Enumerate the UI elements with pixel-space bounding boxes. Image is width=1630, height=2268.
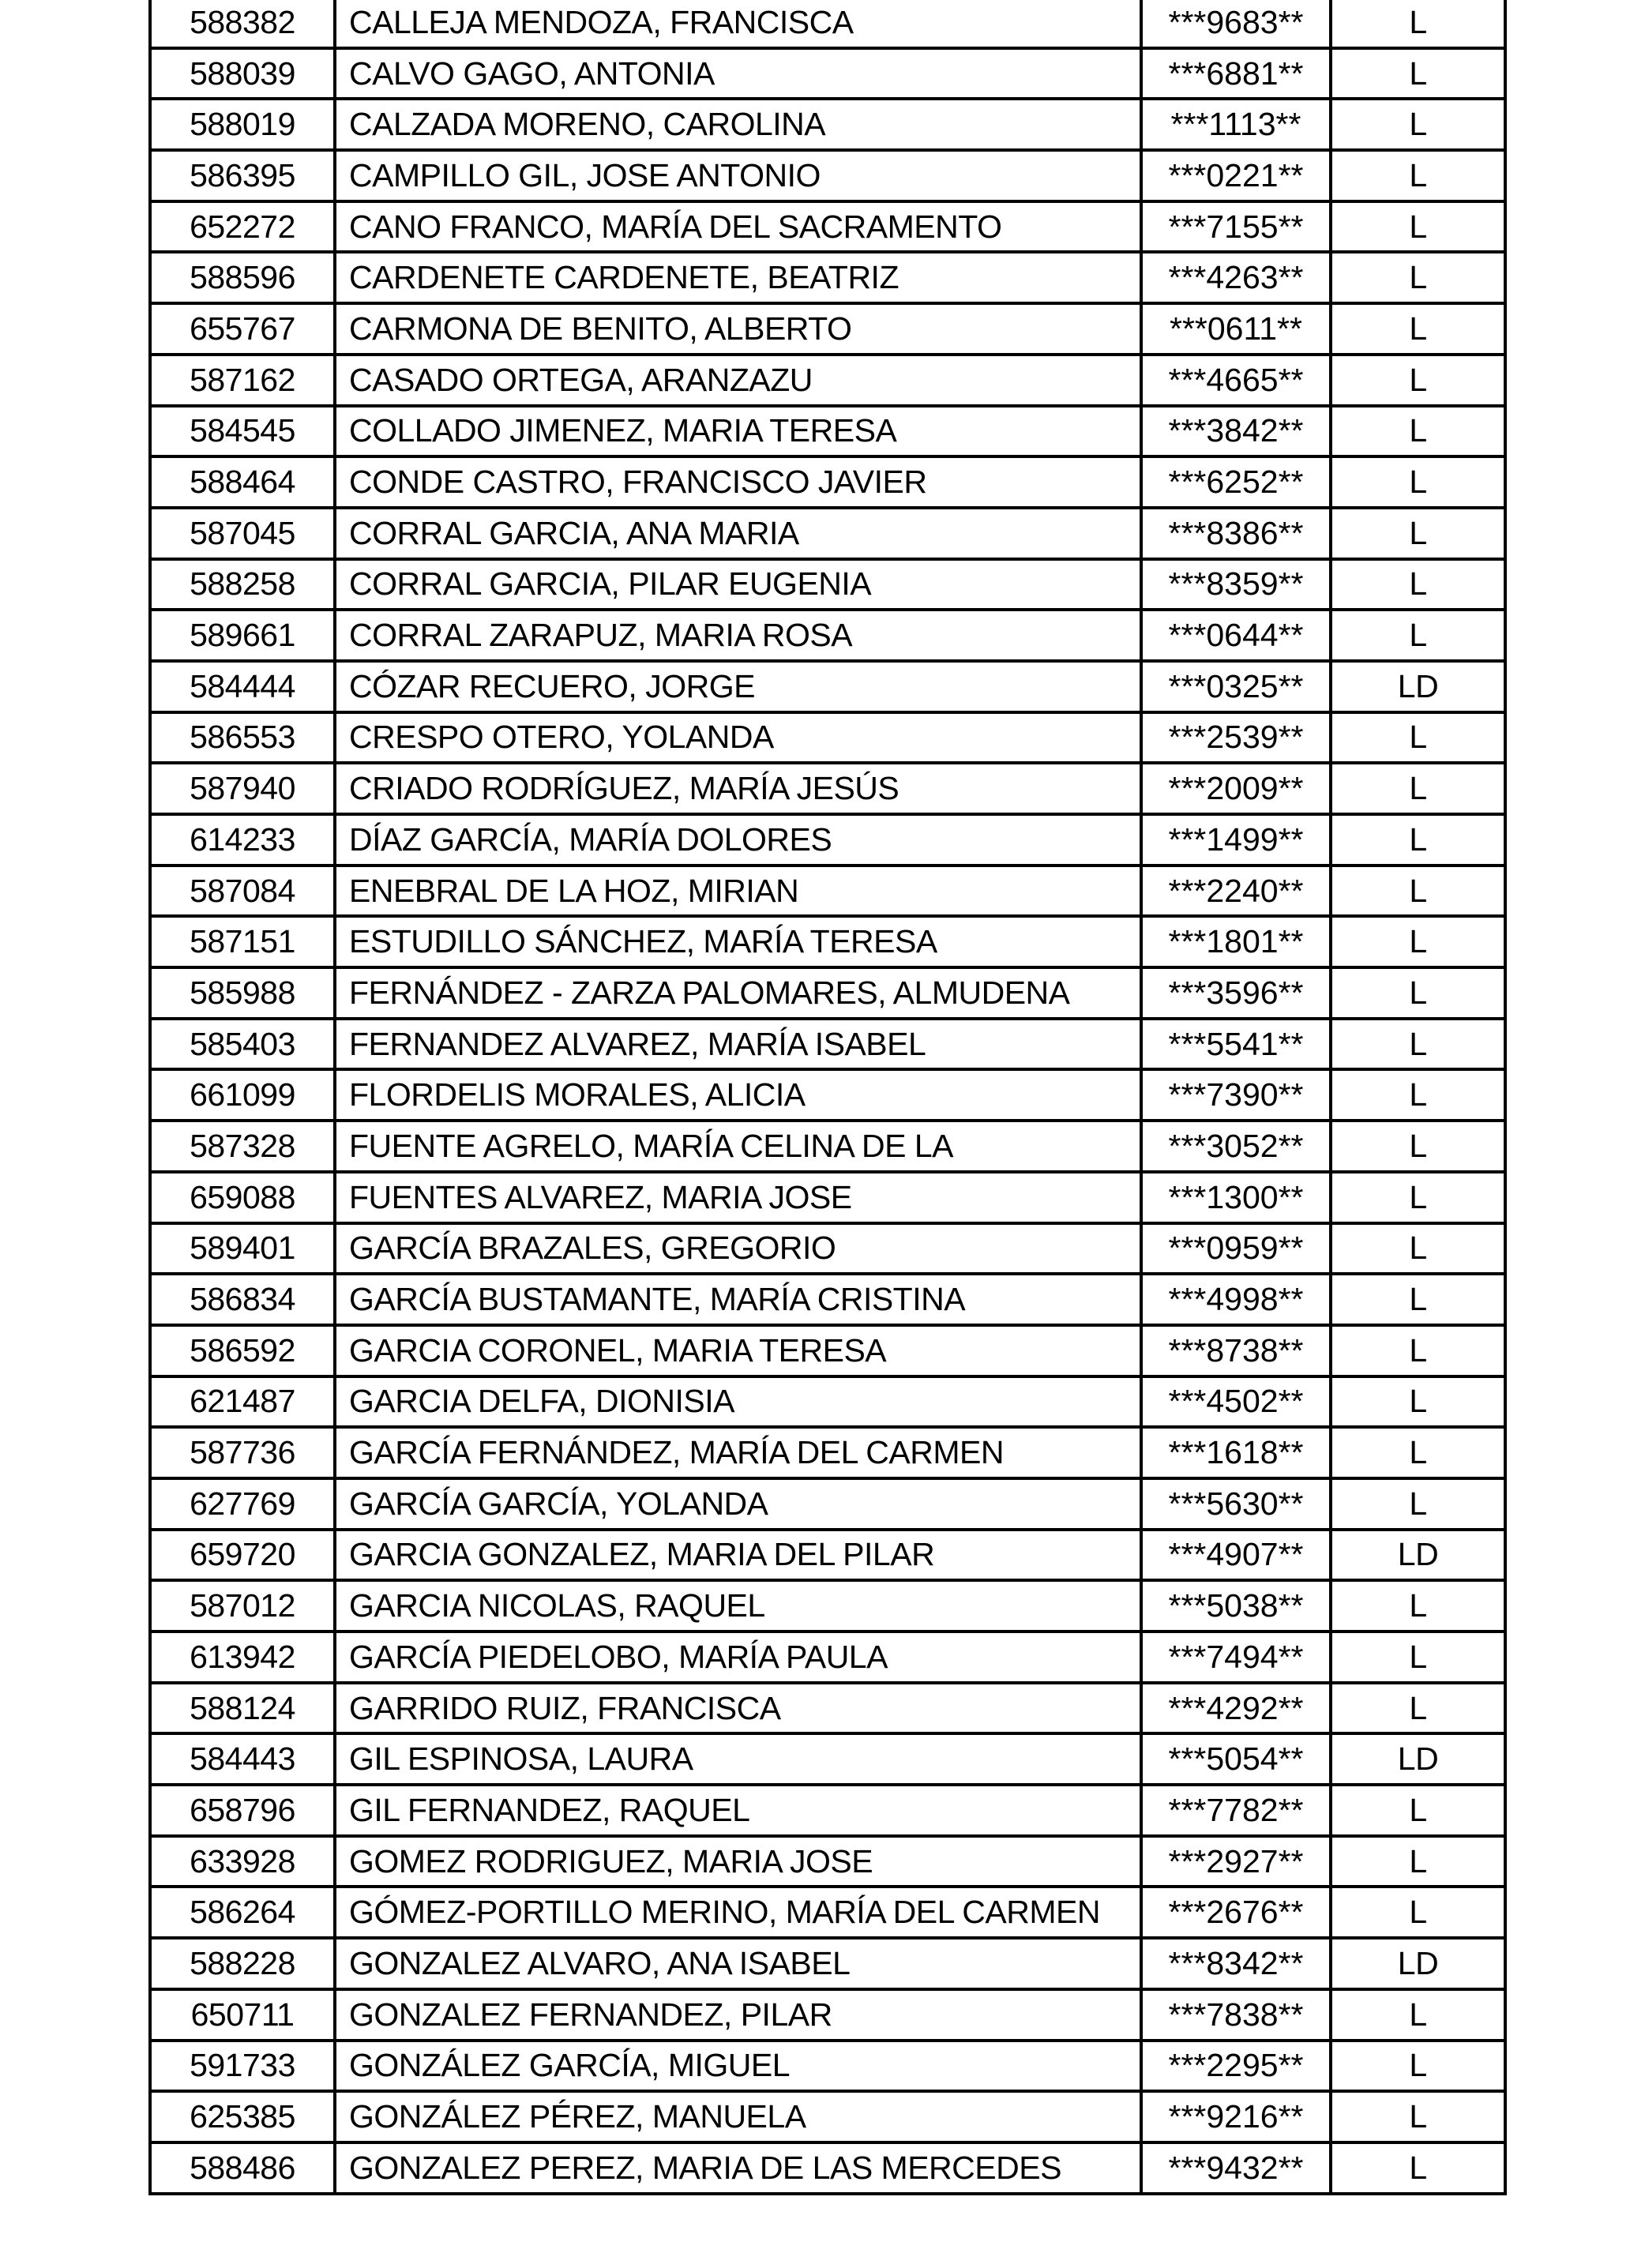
list-type-cell: L bbox=[1331, 866, 1505, 917]
list-type-cell: L bbox=[1331, 1069, 1505, 1121]
list-type-cell: L bbox=[1331, 610, 1505, 661]
table-row bbox=[150, 1069, 1505, 1121]
table-row bbox=[150, 1836, 1505, 1887]
candidate-id-cell: 591733 bbox=[150, 2041, 335, 2092]
masked-dni-cell: ***2295** bbox=[1141, 2041, 1331, 2092]
list-type-cell: L bbox=[1331, 2091, 1505, 2142]
list-type-cell: L bbox=[1331, 916, 1505, 967]
candidate-name-cell: FERNÁNDEZ - ZARZA PALOMARES, ALMUDENA bbox=[335, 967, 1141, 1019]
candidate-id-cell: 661099 bbox=[150, 1069, 335, 1121]
table-row bbox=[150, 1580, 1505, 1632]
candidate-name-cell: CAMPILLO GIL, JOSE ANTONIO bbox=[335, 150, 1141, 201]
roster-table-body bbox=[150, 0, 1505, 2194]
masked-dni-cell: ***4665** bbox=[1141, 355, 1331, 406]
candidate-name-cell: GONZALEZ ALVARO, ANA ISABEL bbox=[335, 1938, 1141, 1989]
candidate-id-cell: 650711 bbox=[150, 1989, 335, 2041]
candidate-id-cell: 633928 bbox=[150, 1836, 335, 1887]
table-row bbox=[150, 252, 1505, 303]
candidate-name-cell: COLLADO JIMENEZ, MARIA TERESA bbox=[335, 406, 1141, 457]
candidate-name-cell: CRESPO OTERO, YOLANDA bbox=[335, 712, 1141, 764]
masked-dni-cell: ***6252** bbox=[1141, 456, 1331, 508]
candidate-id-cell: 587045 bbox=[150, 508, 335, 559]
candidate-name-cell: GARCÍA BUSTAMANTE, MARÍA CRISTINA bbox=[335, 1274, 1141, 1325]
candidate-id-cell: 658796 bbox=[150, 1785, 335, 1836]
candidate-name-cell: CASADO ORTEGA, ARANZAZU bbox=[335, 355, 1141, 406]
candidate-name-cell: ESTUDILLO SÁNCHEZ, MARÍA TERESA bbox=[335, 916, 1141, 967]
table-row bbox=[150, 1427, 1505, 1478]
list-type-cell: L bbox=[1331, 967, 1505, 1019]
masked-dni-cell: ***4998** bbox=[1141, 1274, 1331, 1325]
list-type-cell: L bbox=[1331, 1427, 1505, 1478]
candidate-id-cell: 659088 bbox=[150, 1172, 335, 1223]
candidate-name-cell: GARCIA DELFA, DIONISIA bbox=[335, 1376, 1141, 1428]
list-type-cell: LD bbox=[1331, 661, 1505, 712]
masked-dni-cell: ***0959** bbox=[1141, 1223, 1331, 1275]
masked-dni-cell: ***7390** bbox=[1141, 1069, 1331, 1121]
table-row bbox=[150, 1887, 1505, 1938]
table-row bbox=[150, 1325, 1505, 1376]
masked-dni-cell: ***7155** bbox=[1141, 201, 1331, 253]
candidate-name-cell: GONZÁLEZ GARCÍA, MIGUEL bbox=[335, 2041, 1141, 2092]
candidate-id-cell: 613942 bbox=[150, 1632, 335, 1683]
candidate-name-cell: GIL FERNANDEZ, RAQUEL bbox=[335, 1785, 1141, 1836]
candidate-name-cell: GARCÍA FERNÁNDEZ, MARÍA DEL CARMEN bbox=[335, 1427, 1141, 1478]
candidate-id-cell: 652272 bbox=[150, 201, 335, 253]
candidate-id-cell: 587084 bbox=[150, 866, 335, 917]
candidate-id-cell: 659720 bbox=[150, 1530, 335, 1581]
candidate-id-cell: 587736 bbox=[150, 1427, 335, 1478]
table-row bbox=[150, 1478, 1505, 1530]
candidate-id-cell: 586395 bbox=[150, 150, 335, 201]
candidate-name-cell: CORRAL ZARAPUZ, MARIA ROSA bbox=[335, 610, 1141, 661]
table-row bbox=[150, 916, 1505, 967]
masked-dni-cell: ***1801** bbox=[1141, 916, 1331, 967]
list-type-cell: L bbox=[1331, 508, 1505, 559]
table-row bbox=[150, 2142, 1505, 2194]
masked-dni-cell: ***0221** bbox=[1141, 150, 1331, 201]
table-row bbox=[150, 1172, 1505, 1223]
candidate-id-cell: 585988 bbox=[150, 967, 335, 1019]
candidate-name-cell: CARDENETE CARDENETE, BEATRIZ bbox=[335, 252, 1141, 303]
candidate-id-cell: 621487 bbox=[150, 1376, 335, 1428]
masked-dni-cell: ***4907** bbox=[1141, 1530, 1331, 1581]
masked-dni-cell: ***2676** bbox=[1141, 1887, 1331, 1938]
table-row bbox=[150, 2041, 1505, 2092]
list-type-cell: L bbox=[1331, 1274, 1505, 1325]
candidate-id-cell: 587162 bbox=[150, 355, 335, 406]
candidate-name-cell: CORRAL GARCIA, ANA MARIA bbox=[335, 508, 1141, 559]
masked-dni-cell: ***6881** bbox=[1141, 48, 1331, 100]
list-type-cell: L bbox=[1331, 1376, 1505, 1428]
candidate-id-cell: 585403 bbox=[150, 1019, 335, 1070]
table-row bbox=[150, 661, 1505, 712]
table-row bbox=[150, 866, 1505, 917]
masked-dni-cell: ***1113** bbox=[1141, 99, 1331, 150]
masked-dni-cell: ***7782** bbox=[1141, 1785, 1331, 1836]
candidate-name-cell: GARRIDO RUIZ, FRANCISCA bbox=[335, 1683, 1141, 1734]
table-row bbox=[150, 1376, 1505, 1428]
list-type-cell: L bbox=[1331, 1223, 1505, 1275]
candidate-name-cell: GARCÍA GARCÍA, YOLANDA bbox=[335, 1478, 1141, 1530]
table-row bbox=[150, 2091, 1505, 2142]
masked-dni-cell: ***8359** bbox=[1141, 559, 1331, 610]
candidate-name-cell: CALZADA MORENO, CAROLINA bbox=[335, 99, 1141, 150]
masked-dni-cell: ***2240** bbox=[1141, 866, 1331, 917]
list-type-cell: L bbox=[1331, 2041, 1505, 2092]
candidate-name-cell: ENEBRAL DE LA HOZ, MIRIAN bbox=[335, 866, 1141, 917]
table-row bbox=[150, 1733, 1505, 1785]
list-type-cell: L bbox=[1331, 763, 1505, 814]
candidate-id-cell: 625385 bbox=[150, 2091, 335, 2142]
list-type-cell: L bbox=[1331, 456, 1505, 508]
list-type-cell: L bbox=[1331, 712, 1505, 764]
list-type-cell: L bbox=[1331, 1121, 1505, 1172]
list-type-cell: L bbox=[1331, 1478, 1505, 1530]
table-row bbox=[150, 1274, 1505, 1325]
list-type-cell: L bbox=[1331, 1325, 1505, 1376]
candidate-name-cell: GONZALEZ PEREZ, MARIA DE LAS MERCEDES bbox=[335, 2142, 1141, 2194]
candidate-id-cell: 584444 bbox=[150, 661, 335, 712]
list-type-cell: L bbox=[1331, 1172, 1505, 1223]
candidate-name-cell: GARCIA NICOLAS, RAQUEL bbox=[335, 1580, 1141, 1632]
table-row bbox=[150, 712, 1505, 764]
list-type-cell: LD bbox=[1331, 1938, 1505, 1989]
candidate-id-cell: 586553 bbox=[150, 712, 335, 764]
candidate-name-cell: FUENTE AGRELO, MARÍA CELINA DE LA bbox=[335, 1121, 1141, 1172]
masked-dni-cell: ***4292** bbox=[1141, 1683, 1331, 1734]
masked-dni-cell: ***3596** bbox=[1141, 967, 1331, 1019]
table-row bbox=[150, 814, 1505, 866]
list-type-cell: L bbox=[1331, 559, 1505, 610]
list-type-cell: L bbox=[1331, 150, 1505, 201]
candidate-name-cell: GIL ESPINOSA, LAURA bbox=[335, 1733, 1141, 1785]
candidate-id-cell: 587151 bbox=[150, 916, 335, 967]
table-row bbox=[150, 967, 1505, 1019]
masked-dni-cell: ***8342** bbox=[1141, 1938, 1331, 1989]
masked-dni-cell: ***3842** bbox=[1141, 406, 1331, 457]
candidate-name-cell: CONDE CASTRO, FRANCISCO JAVIER bbox=[335, 456, 1141, 508]
candidate-name-cell: GARCÍA PIEDELOBO, MARÍA PAULA bbox=[335, 1632, 1141, 1683]
list-type-cell: L bbox=[1331, 2142, 1505, 2194]
candidate-id-cell: 584443 bbox=[150, 1733, 335, 1785]
list-type-cell: L bbox=[1331, 1989, 1505, 2041]
candidate-name-cell: GOMEZ RODRIGUEZ, MARIA JOSE bbox=[335, 1836, 1141, 1887]
table-row bbox=[150, 406, 1505, 457]
masked-dni-cell: ***9432** bbox=[1141, 2142, 1331, 2194]
table-row bbox=[150, 1223, 1505, 1275]
candidate-name-cell: GARCIA GONZALEZ, MARIA DEL PILAR bbox=[335, 1530, 1141, 1581]
list-type-cell: L bbox=[1331, 355, 1505, 406]
list-type-cell: L bbox=[1331, 1632, 1505, 1683]
masked-dni-cell: ***0611** bbox=[1141, 303, 1331, 355]
list-type-cell: L bbox=[1331, 1836, 1505, 1887]
candidate-id-cell: 588228 bbox=[150, 1938, 335, 1989]
candidate-id-cell: 588464 bbox=[150, 456, 335, 508]
masked-dni-cell: ***1499** bbox=[1141, 814, 1331, 866]
candidate-id-cell: 588382 bbox=[150, 0, 335, 48]
masked-dni-cell: ***2539** bbox=[1141, 712, 1331, 764]
masked-dni-cell: ***5541** bbox=[1141, 1019, 1331, 1070]
candidate-name-cell: FUENTES ALVAREZ, MARIA JOSE bbox=[335, 1172, 1141, 1223]
list-type-cell: LD bbox=[1331, 1733, 1505, 1785]
candidate-name-cell: GONZALEZ FERNANDEZ, PILAR bbox=[335, 1989, 1141, 2041]
list-type-cell: LD bbox=[1331, 1530, 1505, 1581]
candidate-name-cell: CRIADO RODRÍGUEZ, MARÍA JESÚS bbox=[335, 763, 1141, 814]
candidate-id-cell: 588596 bbox=[150, 252, 335, 303]
table-row bbox=[150, 456, 1505, 508]
list-type-cell: L bbox=[1331, 48, 1505, 100]
candidate-name-cell: GONZÁLEZ PÉREZ, MANUELA bbox=[335, 2091, 1141, 2142]
candidate-name-cell: GARCIA CORONEL, MARIA TERESA bbox=[335, 1325, 1141, 1376]
roster-table-container bbox=[148, 0, 1507, 2195]
candidate-id-cell: 627769 bbox=[150, 1478, 335, 1530]
masked-dni-cell: ***9216** bbox=[1141, 2091, 1331, 2142]
candidate-id-cell: 587940 bbox=[150, 763, 335, 814]
table-row bbox=[150, 201, 1505, 253]
list-type-cell: L bbox=[1331, 1683, 1505, 1734]
candidate-id-cell: 655767 bbox=[150, 303, 335, 355]
masked-dni-cell: ***1618** bbox=[1141, 1427, 1331, 1478]
candidate-id-cell: 614233 bbox=[150, 814, 335, 866]
candidate-id-cell: 588019 bbox=[150, 99, 335, 150]
table-row bbox=[150, 508, 1505, 559]
table-row bbox=[150, 559, 1505, 610]
candidate-id-cell: 584545 bbox=[150, 406, 335, 457]
table-row bbox=[150, 303, 1505, 355]
masked-dni-cell: ***5038** bbox=[1141, 1580, 1331, 1632]
candidate-id-cell: 586592 bbox=[150, 1325, 335, 1376]
candidate-id-cell: 586264 bbox=[150, 1887, 335, 1938]
masked-dni-cell: ***3052** bbox=[1141, 1121, 1331, 1172]
table-row bbox=[150, 1785, 1505, 1836]
list-type-cell: L bbox=[1331, 1887, 1505, 1938]
table-row bbox=[150, 763, 1505, 814]
list-type-cell: L bbox=[1331, 0, 1505, 48]
list-type-cell: L bbox=[1331, 814, 1505, 866]
masked-dni-cell: ***7494** bbox=[1141, 1632, 1331, 1683]
list-type-cell: L bbox=[1331, 303, 1505, 355]
candidate-name-cell: CALLEJA MENDOZA, FRANCISCA bbox=[335, 0, 1141, 48]
masked-dni-cell: ***4263** bbox=[1141, 252, 1331, 303]
list-type-cell: L bbox=[1331, 1580, 1505, 1632]
candidate-id-cell: 586834 bbox=[150, 1274, 335, 1325]
candidate-name-cell: CÓZAR RECUERO, JORGE bbox=[335, 661, 1141, 712]
masked-dni-cell: ***0325** bbox=[1141, 661, 1331, 712]
candidate-name-cell: CALVO GAGO, ANTONIA bbox=[335, 48, 1141, 100]
table-row bbox=[150, 1530, 1505, 1581]
table-row bbox=[150, 610, 1505, 661]
masked-dni-cell: ***1300** bbox=[1141, 1172, 1331, 1223]
table-row bbox=[150, 1632, 1505, 1683]
candidate-name-cell: FERNANDEZ ALVAREZ, MARÍA ISABEL bbox=[335, 1019, 1141, 1070]
masked-dni-cell: ***2927** bbox=[1141, 1836, 1331, 1887]
list-type-cell: L bbox=[1331, 201, 1505, 253]
candidate-name-cell: CANO FRANCO, MARÍA DEL SACRAMENTO bbox=[335, 201, 1141, 253]
candidate-id-cell: 588486 bbox=[150, 2142, 335, 2194]
candidate-id-cell: 588124 bbox=[150, 1683, 335, 1734]
candidate-name-cell: DÍAZ GARCÍA, MARÍA DOLORES bbox=[335, 814, 1141, 866]
masked-dni-cell: ***2009** bbox=[1141, 763, 1331, 814]
candidate-id-cell: 589661 bbox=[150, 610, 335, 661]
candidate-name-cell: CORRAL GARCIA, PILAR EUGENIA bbox=[335, 559, 1141, 610]
table-row bbox=[150, 1019, 1505, 1070]
table-row bbox=[150, 355, 1505, 406]
masked-dni-cell: ***8738** bbox=[1141, 1325, 1331, 1376]
table-row bbox=[150, 1989, 1505, 2041]
candidate-id-cell: 588258 bbox=[150, 559, 335, 610]
table-row bbox=[150, 1683, 1505, 1734]
masked-dni-cell: ***8386** bbox=[1141, 508, 1331, 559]
candidate-id-cell: 589401 bbox=[150, 1223, 335, 1275]
table-row bbox=[150, 99, 1505, 150]
table-row bbox=[150, 48, 1505, 100]
masked-dni-cell: ***0644** bbox=[1141, 610, 1331, 661]
table-row bbox=[150, 1938, 1505, 1989]
masked-dni-cell: ***5054** bbox=[1141, 1733, 1331, 1785]
table-row bbox=[150, 1121, 1505, 1172]
list-type-cell: L bbox=[1331, 1019, 1505, 1070]
list-type-cell: L bbox=[1331, 1785, 1505, 1836]
masked-dni-cell: ***7838** bbox=[1141, 1989, 1331, 2041]
candidate-id-cell: 588039 bbox=[150, 48, 335, 100]
candidate-name-cell: GARCÍA BRAZALES, GREGORIO bbox=[335, 1223, 1141, 1275]
candidate-id-cell: 587012 bbox=[150, 1580, 335, 1632]
list-type-cell: L bbox=[1331, 99, 1505, 150]
candidate-name-cell: CARMONA DE BENITO, ALBERTO bbox=[335, 303, 1141, 355]
candidate-name-cell: GÓMEZ-PORTILLO MERINO, MARÍA DEL CARMEN bbox=[335, 1887, 1141, 1938]
table-row bbox=[150, 0, 1505, 48]
list-type-cell: L bbox=[1331, 406, 1505, 457]
masked-dni-cell: ***5630** bbox=[1141, 1478, 1331, 1530]
masked-dni-cell: ***9683** bbox=[1141, 0, 1331, 48]
roster-table bbox=[148, 0, 1507, 2195]
candidate-id-cell: 587328 bbox=[150, 1121, 335, 1172]
list-type-cell: L bbox=[1331, 252, 1505, 303]
table-row bbox=[150, 150, 1505, 201]
masked-dni-cell: ***4502** bbox=[1141, 1376, 1331, 1428]
candidate-name-cell: FLORDELIS MORALES, ALICIA bbox=[335, 1069, 1141, 1121]
